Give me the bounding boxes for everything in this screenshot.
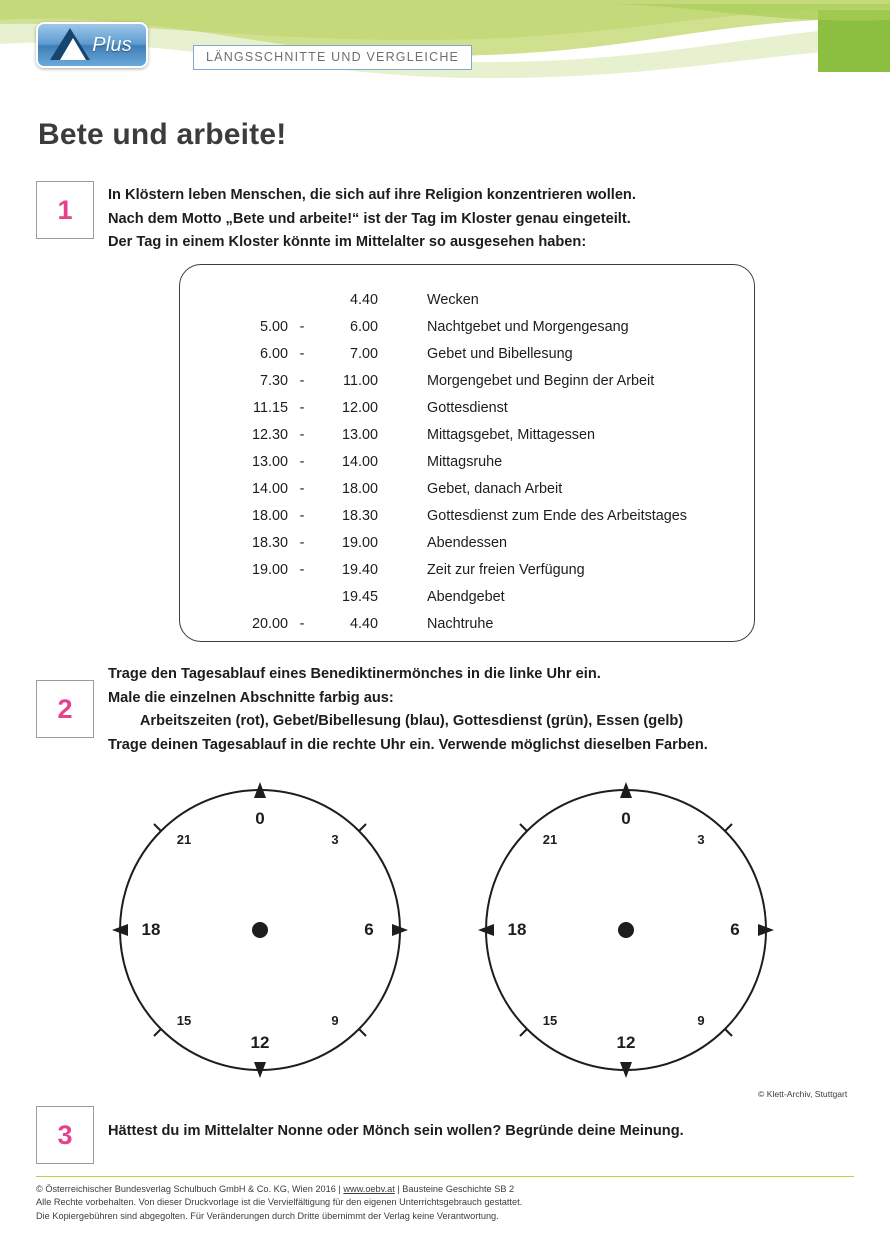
schedule-dash: - [299,453,305,470]
footer-line-1 [36,1183,522,1196]
footer-book: | Bausteine Geschichte SB 2 [394,1184,515,1194]
task-1-line-3: Der Tag in einem Kloster könnte im Mittelalter so ausgesehen haben: [108,234,587,251]
logo-label: Plus [92,33,132,56]
schedule-list [180,265,754,637]
schedule-activity: Abendgebet [427,588,505,605]
schedule-time-from: 12.30 [251,426,288,443]
schedule-row [180,313,754,340]
svg-text:9: 9 [331,1013,339,1028]
clock-copyright: © Klett-Archiv, Stuttgart [758,1089,848,1099]
schedule-row [180,475,754,502]
schedule-time-to: 18.30 [341,507,378,524]
svg-text:6: 6 [364,920,374,939]
task-number-1-label: 1 [57,194,73,225]
schedule-dash: - [299,534,305,551]
schedule-activity: Mittagsruhe [427,453,503,470]
schedule-row [180,394,754,421]
svg-text:3: 3 [331,832,339,847]
schedule-time-from: 6.00 [259,345,288,362]
schedule-row [180,421,754,448]
schedule-time-to: 19.45 [341,588,378,605]
schedule-dash: - [299,372,305,389]
schedule-row [180,340,754,367]
schedule-time-to: 13.00 [341,426,378,443]
task-number-2-label: 2 [57,693,73,724]
schedule-activity: Mittagsgebet, Mittagessen [427,426,595,443]
svg-text:0: 0 [255,809,265,828]
schedule-row [180,367,754,394]
footer-link[interactable]: www.oebv.at [343,1184,395,1194]
page-header [0,0,890,86]
page-title: Bete und arbeite! [38,118,287,151]
schedule-row [180,610,754,637]
svg-text:9: 9 [697,1013,705,1028]
schedule-time-from: 20.00 [251,615,288,632]
schedule-activity: Morgengebet und Beginn der Arbeit [427,372,655,389]
clock-left[interactable] [110,780,380,1080]
schedule-row [180,448,754,475]
svg-text:18: 18 [141,920,161,939]
clock-right[interactable] [476,780,746,1080]
schedule-dash: - [299,615,305,632]
footer [36,1183,522,1223]
task-2-line-4: Trage deinen Tagesablauf in die rechte Uhr ein. Verwende möglichst dieselben Farben. [108,736,708,753]
svg-text:21: 21 [542,832,558,847]
schedule-dash: - [299,480,305,497]
schedule-activity: Gebet und Bibellesung [427,345,573,362]
clock-right-graphic[interactable] [476,780,776,1090]
task-2-text [108,663,868,758]
schedule-dash: - [299,345,305,362]
schedule-time-to: 19.00 [341,534,378,551]
task-3-line-1: Hättest du im Mittelalter Nonne oder Mönch sein wollen? Begründe deine Meinung. [108,1123,684,1139]
schedule-dash: - [299,318,305,335]
svg-text:6: 6 [730,920,740,939]
clock-left-graphic[interactable] [110,780,410,1090]
svg-text:21: 21 [176,832,192,847]
chapter-label-box [193,45,472,70]
schedule-time-from: 7.30 [259,372,288,389]
task-2-line-3: Arbeitszeiten (rot), Gebet/Bibellesung (blau), Gottesdienst (grün), Essen (gelb) [108,713,684,730]
schedule-activity: Abendessen [427,534,508,551]
svg-text:12: 12 [616,1033,636,1052]
schedule-dash: - [299,507,305,524]
schedule-time-to: 4.40 [349,615,378,632]
svg-text:18: 18 [507,920,527,939]
schedule-row [180,583,754,610]
footer-publisher: © Österreichischer Bundesverlag Schulbuch GmbH & Co. KG, Wien 2016 | [36,1184,344,1194]
schedule-row [180,286,754,313]
schedule-activity: Nachtgebet und Morgengesang [427,318,629,335]
task-number-3 [36,1106,94,1164]
schedule-activity: Zeit zur freien Verfügung [427,561,585,578]
schedule-row [180,529,754,556]
task-1-text [108,184,808,255]
schedule-time-to: 6.00 [349,318,378,335]
task-number-1 [36,181,94,239]
schedule-dash: - [299,561,305,578]
schedule-time-to: 14.00 [341,453,378,470]
task-2-line-2: Male die einzelnen Abschnitte farbig aus: [108,689,394,706]
schedule-row [180,556,754,583]
footer-divider [36,1176,854,1177]
schedule-time-to: 11.00 [343,372,378,389]
task-number-3-label: 3 [57,1119,73,1150]
schedule-activity: Gottesdienst zum Ende des Arbeitstages [427,507,687,524]
svg-text:15: 15 [176,1013,192,1028]
schedule-time-from: 19.00 [251,561,288,578]
schedule-time-to: 4.40 [349,291,378,308]
schedule-time-from: 13.00 [251,453,288,470]
schedule-time-to: 7.00 [349,345,378,362]
footer-line-2: Alle Rechte vorbehalten. Von dieser Druckvorlage ist die Vervielfältigung für den eigenen Unterrichtsgebrauch gestattet. [36,1197,523,1208]
plus-logo [36,22,148,68]
schedule-time-from: 18.00 [251,507,288,524]
svg-text:12: 12 [250,1033,270,1052]
footer-line-3: Die Kopiergebühren sind abgegolten. Für Veränderungen durch Dritte übernimmt der Verlag keine Verantwortung. [36,1210,499,1221]
schedule-time-to: 12.00 [341,399,378,416]
schedule-activity: Gebet, danach Arbeit [427,480,563,497]
schedule-time-to: 19.40 [341,561,378,578]
schedule-time-from: 11.15 [253,399,288,416]
schedule-dash: - [299,399,305,416]
chapter-label: LÄNGSSCHNITTE UND VERGLEICHE [206,50,460,64]
mountain-inner-icon [60,38,86,60]
task-1-line-2: Nach dem Motto „Bete und arbeite!“ ist der Tag im Kloster genau eingeteilt. [108,210,631,227]
schedule-time-to: 18.00 [341,480,378,497]
schedule-box [179,264,755,642]
schedule-activity: Wecken [427,291,479,308]
schedule-time-from: 14.00 [251,480,288,497]
schedule-time-from: 18.30 [251,534,288,551]
svg-text:0: 0 [621,809,631,828]
svg-text:3: 3 [697,832,705,847]
task-1-line-1: In Klöstern leben Menschen, die sich auf ihre Religion konzentrieren wollen. [108,187,636,203]
schedule-activity: Nachtruhe [427,615,494,632]
schedule-activity: Gottesdienst [427,399,508,416]
task-3-text [108,1120,848,1144]
task-2-line-1: Trage den Tagesablauf eines Benediktinermönches in die linke Uhr ein. [108,666,601,682]
schedule-dash: - [299,426,305,443]
task-number-2 [36,680,94,738]
schedule-time-from: 5.00 [259,318,288,335]
svg-text:15: 15 [542,1013,558,1028]
schedule-row [180,502,754,529]
